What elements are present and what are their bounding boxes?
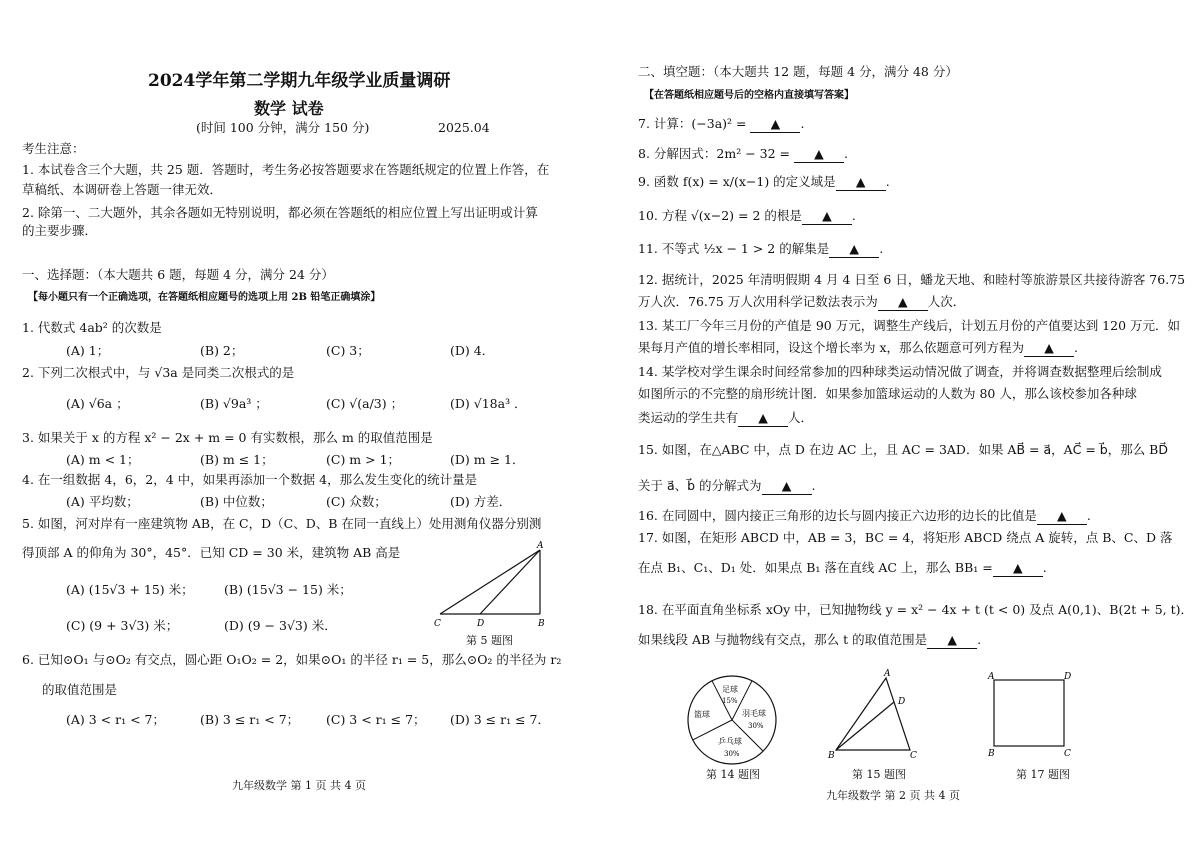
question-stem: 6. 已知⊙O₁ 与⊙O₂ 有交点，圆心距 O₁O₂ = 2，如果⊙O₁ 的半径 r₁ = 5，那么⊙O₂ 的半径为 r₂ [22, 652, 562, 667]
option: (D) 4． [450, 343, 495, 358]
figure-caption: 第 14 题图 [706, 768, 760, 781]
answer-blank: ▲ [1037, 508, 1087, 525]
question-text: 类运动的学生共有 [638, 410, 739, 425]
label-B: B [988, 749, 995, 759]
question-stem: 4. 在一组数据 4，6，2，4 中，如果再添加一个数据 4，那么发生变化的统计量是 [22, 472, 478, 487]
answer-blank: ▲ [750, 116, 800, 133]
question-18-line2: 如果线段 AB 与抛物线有交点，那么 t 的取值范围是 ▲ . [638, 632, 982, 647]
question-text: 在点 B₁、C₁、D₁ 处．如果点 B₁ 落在直线 AC 上，那么 BB₁ = [638, 560, 993, 575]
option: (B) m ≤ 1； [200, 452, 274, 467]
option: (B) 中位数； [200, 494, 273, 509]
question-8: 8. 分解因式：2m² − 32 = ▲ . [638, 146, 848, 161]
notice-line: 2. 除第一、二大题外，其余各题如无特别说明，都必须在答题纸的相应位置上写出证明或计算 [22, 205, 538, 220]
notice-line: 草稿纸、本调研卷上答题一律无效． [22, 182, 223, 197]
option: (A) m < 1； [66, 452, 140, 467]
answer-blank: ▲ [829, 241, 879, 258]
option: (A) (15√3 + 15) 米； [66, 582, 194, 597]
question-11: 11. 不等式 ½x − 1 > 2 的解集是 ▲ . [638, 241, 884, 256]
slice-label: 足球 [722, 685, 738, 694]
label-A: A [537, 541, 544, 551]
question-14-line3 [638, 410, 813, 427]
question-7: 7. 计算：(−3a)² = ▲ . [638, 116, 805, 131]
exam-meta-date: 2025.04 [438, 120, 490, 135]
answer-blank: ▲ [738, 410, 788, 427]
option: (A) 3 < r₁ < 7； [66, 712, 165, 727]
question-stem: 1. 代数式 4ab² 的次数是 [22, 320, 162, 335]
answer-blank: ▲ [927, 632, 977, 649]
figure-caption: 第 15 题图 [852, 768, 906, 781]
question-stem: 3. 如果关于 x 的方程 x² − 2x + m = 0 有实数根，那么 m 的取值范围是 [22, 430, 433, 445]
label-D: D [898, 697, 906, 707]
answer-blank: ▲ [993, 560, 1043, 577]
slice-pct: 30% [748, 722, 764, 730]
question-text: 11. 不等式 ½x − 1 > 2 的解集是 [638, 241, 830, 256]
notice-heading: 考生注意： [22, 141, 85, 156]
question-text: 如果线段 AB 与抛物线有交点，那么 t 的取值范围是 [638, 632, 928, 647]
figure-caption: 第 17 题图 [1016, 768, 1070, 781]
section2-note: 【在答题纸相应题号后的空格内直接填写答案】 [644, 90, 854, 101]
question-text: 如图所示的不完整的扇形统计图．如果参加篮球运动的人数为 80 人，那么该校参加各种球 [638, 386, 1137, 401]
option: (B) 2； [200, 343, 244, 358]
label-B: B [828, 751, 835, 760]
option: (C) √(a/3) ； [326, 396, 404, 411]
exam-page-2 [600, 0, 1200, 849]
question-stem: 2. 下列二次根式中，与 √3a 是同类二次根式的是 [22, 365, 295, 380]
question-text: 10. 方程 √(x−2) = 2 的根是 [638, 208, 802, 223]
question-stem: 的取值范围是 [42, 682, 118, 697]
question-text: 13. 某工厂今年三月份的产值是 90 万元，调整生产线后，计划五月份的产值要达到 120 万元．如 [638, 318, 1181, 333]
question-text: 关于 a⃗、b⃗ 的分解式为 [638, 478, 762, 493]
label-C: C [910, 751, 917, 760]
question-10: 10. 方程 √(x−2) = 2 的根是 ▲ . [638, 208, 856, 223]
question-16: 16. 在同圆中，圆内接正三角形的边长与圆内接正六边形的边长的比值是 ▲ . [638, 508, 1091, 523]
question-text: 15. 如图，在△ABC 中，点 D 在边 AC 上，且 AC = 3AD．如果 AB⃗ = a⃗，AC⃗ = b⃗，那么 BD⃗ [638, 442, 1168, 457]
question-text: 果每月产值的增长率相同，设这个增长率为 x，那么依题意可列方程为 [638, 340, 1025, 355]
question-text: 万人次．76.75 万人次用科学记数法表示为 [638, 294, 878, 309]
label-D: D [1064, 672, 1072, 682]
figure-caption: 第 5 题图 [466, 634, 513, 647]
label-C: C [1064, 749, 1071, 759]
question-15-line2: 关于 a⃗、b⃗ 的分解式为 ▲ . [638, 478, 816, 493]
exam-title: 2024学年第二学期九年级学业质量调研 [148, 71, 451, 91]
question-stem: 5. 如图，河对岸有一座建筑物 AB，在 C，D（C、D、B 在同一直线上）处用测角仪器分别测 [22, 516, 542, 531]
question-17-line2: 在点 B₁、C₁、D₁ 处．如果点 B₁ 落在直线 AC 上，那么 BB₁ = ▲ . [638, 560, 1047, 575]
option: (D) m ≥ 1． [450, 452, 525, 467]
question-text: 8. 分解因式：2m² − 32 = [638, 146, 794, 161]
question-text: 18. 在平面直角坐标系 xOy 中，已知抛物线 y = x² − 4x + t (t < 0) 及点 A(0,1)、B(2t + 5, t)． [638, 602, 1194, 617]
question-text: 9. 函数 f(x) = x/(x−1) 的定义域是 [638, 174, 836, 189]
option: (C) (9 + 3√3) 米； [66, 618, 179, 633]
slice-pct: 30% [724, 750, 740, 758]
option: (B) 3 ≤ r₁ < 7； [200, 712, 300, 727]
option: (D) √18a³ ． [450, 396, 527, 411]
option: (D) 方差． [450, 494, 512, 509]
question-text: 12. 据统计，2025 年清明假期 4 月 4 日至 6 日，蟠龙天地、和睦村等旅游景区共接待游客 76.75 [638, 272, 1186, 287]
option: (C) m > 1； [326, 452, 401, 467]
answer-blank: ▲ [762, 478, 812, 495]
answer-blank: ▲ [836, 174, 886, 191]
label-D: D [477, 619, 485, 629]
option: (B) (15√3 − 15) 米； [224, 582, 352, 597]
line-CA [440, 550, 540, 614]
question-text: 人次． [927, 294, 966, 309]
figure-q5-triangle [428, 540, 558, 630]
slice-label: 羽毛球 [742, 709, 766, 718]
question-text: 16. 在同圆中，圆内接正三角形的边长与圆内接正六边形的边长的比值是 [638, 508, 1037, 523]
answer-blank: ▲ [794, 146, 844, 163]
answer-blank: ▲ [878, 294, 928, 311]
option: (C) 3； [326, 343, 370, 358]
question-text: 人． [788, 410, 814, 425]
label-B: B [538, 619, 545, 629]
triangle-ABC [836, 678, 910, 750]
figure-q14-pie [684, 672, 780, 768]
figure-q15-triangle [826, 668, 922, 760]
label-A: A [884, 669, 891, 679]
option: (A) √6a ； [66, 396, 129, 411]
slice-pct: 15% [722, 697, 738, 705]
label-A: A [988, 672, 995, 682]
option: (D) (9 − 3√3) 米． [224, 618, 337, 633]
answer-blank: ▲ [802, 208, 852, 225]
question-stem: 得顶部 A 的仰角为 30°，45°．已知 CD = 30 米，建筑物 AB 高是 [22, 545, 401, 560]
question-9: 9. 函数 f(x) = x/(x−1) 的定义域是 ▲ . [638, 174, 890, 189]
section2-heading: 二、填空题：（本大题共 12 题，每题 4 分，满分 48 分） [638, 64, 958, 79]
option: (A) 平均数； [66, 494, 139, 509]
question-text: 14. 某学校对学生课余时间经常参加的四种球类运动情况做了调查，并将调查数据整理后绘制成 [638, 364, 1162, 379]
notice-line: 1. 本试卷含三个大题，共 25 题．答题时，考生务必按答题要求在答题纸规定的位置上作答，在 [22, 162, 550, 177]
answer-blank: ▲ [1024, 340, 1074, 357]
option: (A) 1； [66, 343, 110, 358]
exam-subtitle: 数学 试卷 [254, 99, 324, 118]
exam-meta-time: (时间 100 分钟，满分 150 分) [196, 120, 370, 135]
question-text: 7. 计算：(−3a)² = [638, 116, 751, 131]
option: (D) 3 ≤ r₁ ≤ 7． [450, 712, 550, 727]
question-12-line2 [638, 294, 965, 311]
figure-q17-rectangle [984, 670, 1078, 760]
option: (C) 众数； [326, 494, 387, 509]
notice-line: 的主要步骤． [22, 223, 98, 238]
page-footer: 九年级数学 第 2 页 共 4 页 [826, 789, 960, 802]
question-text: 17. 如图，在矩形 ABCD 中，AB = 3，BC = 4，将矩形 ABCD 绕点 A 旋转，点 B、C、D 落 [638, 530, 1173, 545]
section1-heading: 一、选择题：（本大题共 6 题，每题 4 分，满分 24 分） [22, 267, 334, 282]
label-C: C [434, 619, 441, 629]
option: (C) 3 < r₁ ≤ 7； [326, 712, 426, 727]
option: (B) √9a³ ； [200, 396, 268, 411]
slice-label: 乒乓球 [718, 737, 742, 746]
question-13-line2: 果每月产值的增长率相同，设这个增长率为 x，那么依题意可列方程为 ▲ . [638, 340, 1079, 355]
page-footer: 九年级数学 第 1 页 共 4 页 [232, 779, 366, 792]
section1-note: 【每小题只有一个正确选项，在答题纸相应题号的选项上用 2B 铅笔正确填涂】 [28, 292, 381, 303]
slice-label: 篮球 [694, 710, 710, 719]
rectangle-ABCD [994, 680, 1064, 746]
